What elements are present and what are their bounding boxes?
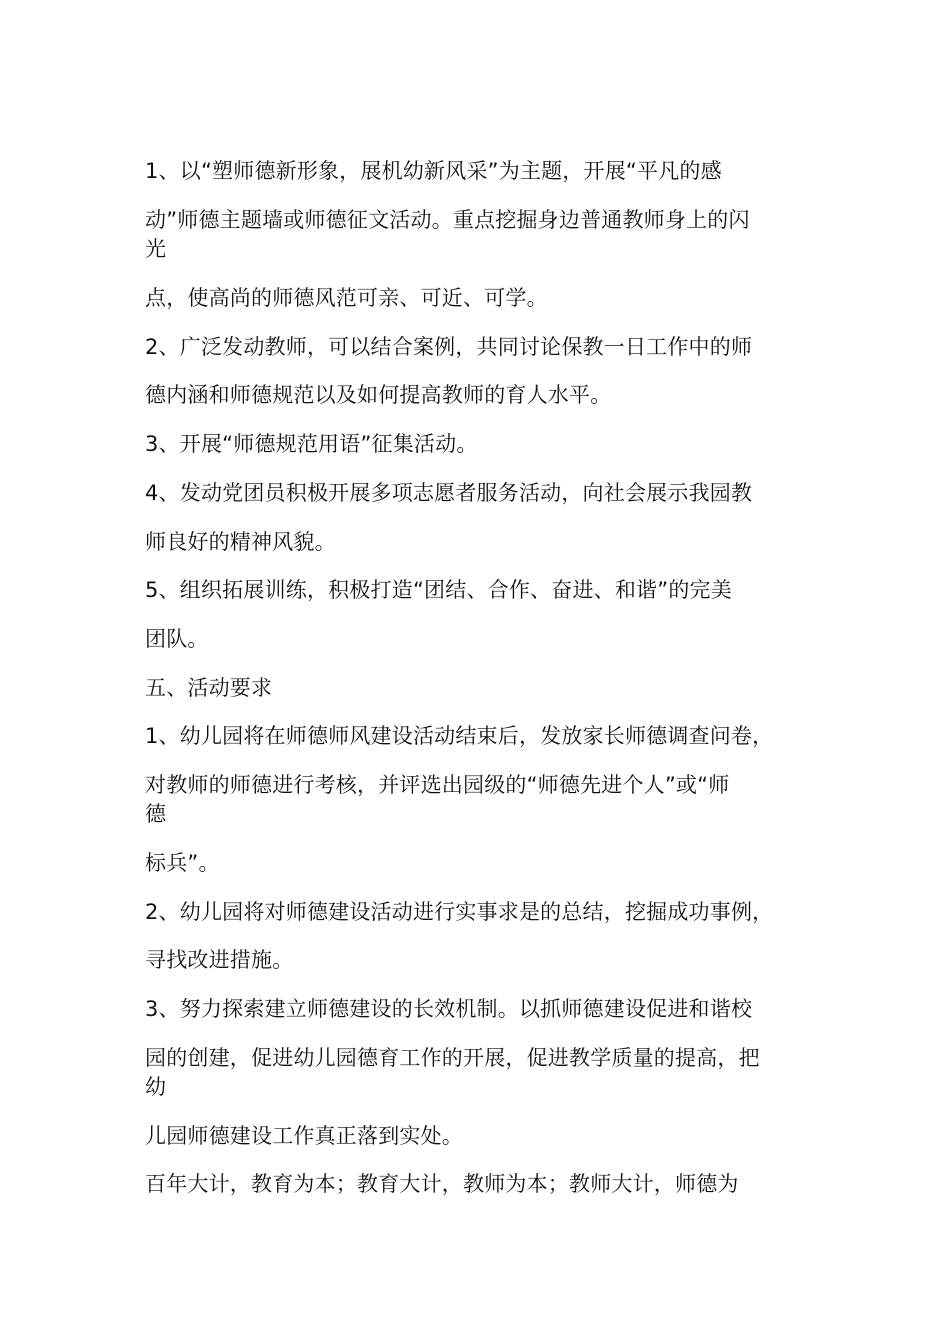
text-line: 1、幼儿园将在师德师风建设活动结束后，发放家长师德调查问卷， <box>145 724 774 748</box>
text-line: 园的创建，促进幼儿园德育工作的开展，促进教学质量的提高，把 <box>145 1046 760 1070</box>
text-line: 标兵”。 <box>145 851 220 875</box>
section-heading: 五、活动要求 <box>145 676 273 700</box>
text-line: 2、幼儿园将对师德建设活动进行实事求是的总结，挖掘成功事例， <box>145 900 774 924</box>
text-line: 寻找改进措施。 <box>145 948 294 972</box>
text-line: 百年大计，教育为本；教育大计，教师为本；教师大计，师德为 <box>145 1172 739 1196</box>
text-line: 幼 <box>145 1075 167 1099</box>
text-line: 德 <box>145 802 167 826</box>
text-line: 3、努力探索建立师德建设的长效机制。以抓师德建设促进和谐校 <box>145 997 753 1021</box>
text-line: 光 <box>145 237 167 261</box>
text-line: 1、以“塑师德新形象，展机幼新风采”为主题，开展“平凡的感 <box>145 159 722 183</box>
text-line: 动”师德主题墙或师德征文活动。重点挖掘身边普通教师身上的闪 <box>145 208 750 232</box>
text-line: 4、发动党团员积极开展多项志愿者服务活动，向社会展示我园教 <box>145 481 753 505</box>
text-line: 5、组织拓展训练，积极打造“团结、合作、奋进、和谐”的完美 <box>145 578 732 602</box>
text-line: 儿园师德建设工作真正落到实处。 <box>145 1124 463 1148</box>
text-line: 点，使高尚的师德风范可亲、可近、可学。 <box>145 286 548 310</box>
text-line: 2、广泛发动教师，可以结合案例，共同讨论保教一日工作中的师 <box>145 335 753 359</box>
text-line: 师良好的精神风貌。 <box>145 530 336 554</box>
text-line: 德内涵和师德规范以及如何提高教师的育人水平。 <box>145 383 612 407</box>
text-line: 团队。 <box>145 627 209 651</box>
text-line: 3、开展“师德规范用语”征集活动。 <box>145 432 478 456</box>
text-line: 对教师的师德进行考核，并评选出园级的“师德先进个人”或“师 <box>145 773 730 797</box>
